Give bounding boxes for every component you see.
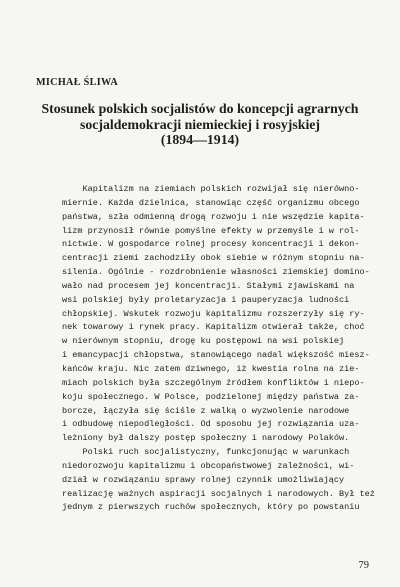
text-line: miach polskich była szczególnym źródłem konfliktów i niepo- — [62, 377, 365, 388]
text-line: kańców kraju. Nic zatem dziwnego, iż kwestia rolna na zie- — [62, 363, 360, 374]
text-line: nictwie. W gospodarce rolnej procesy koncentracji i dekon- — [62, 239, 360, 250]
text-line: i odbudowę niepodległości. Od sposobu jej rozwiązania uza- — [62, 419, 360, 430]
text-line: jednym z pierwszych ruchów społecznych, który po powstaniu — [62, 502, 360, 513]
text-line: silenia. Ogólnie - rozdrobnienie własności ziemskiej domino- — [62, 267, 370, 278]
text-line: lizm przynosił równie pomyślne efekty w przemyśle i w rol- — [62, 225, 360, 236]
text-line: centracji ziemi zachodziły obok siebie w różnym stopniu na- — [62, 253, 365, 264]
text-line: w nierównym stopniu, drogę ku postępowi na wsi polskiej — [62, 336, 345, 347]
text-line: Kapitalizm na ziemiach polskich rozwijał się nierówno- — [62, 184, 360, 194]
text-line: Polski ruch socjalistyczny, funkcjonując w warunkach — [62, 447, 350, 458]
text-line: nek towarowy i rynek pracy. Kapitalizm otwierał także, choć — [62, 322, 365, 333]
text-line: realizację ważnych aspiracji socjalnych i narodowych. Był też — [62, 488, 375, 499]
title-line: socjaldemokracji niemieckiej i rosyjskiej — [80, 116, 320, 132]
text-line: niedorozwoju kapitalizmu i obcopaństwowej zależności, wi- — [62, 460, 355, 471]
text-line: państwa, szła odmienną drogą rozwoju i nie wszędzie kapita- — [62, 211, 365, 222]
text-line: wsi polskiej były proletaryzacja i pauperyzacja ludności — [62, 294, 350, 305]
text-line: leżniony był dalszy postęp społeczny i narodowy Polaków. — [62, 433, 350, 444]
article-title — [20, 101, 380, 148]
text-line: borcze, łączyła się ściśle z walką o wyzwolenie narodowe — [62, 405, 350, 416]
title-line: Stosunek polskich socjalistów do koncepcji agrarnych — [41, 101, 359, 116]
author-name: MICHAŁ ŚLIWA — [36, 77, 118, 88]
text-line: chłopskiej. Wskutek rozwoju kapitalizmu rozszerzyły się ry- — [62, 308, 365, 319]
page-number: 79 — [358, 560, 369, 571]
text-line: i emancypacji chłopstwa, stanowiącego nadal większość miesz- — [62, 350, 370, 361]
text-line: koju społecznego. W Polsce, podzielonej między państwa za- — [62, 391, 360, 402]
text-line: miernie. Każda dzielnica, stanowiąc część organizmu obcego — [62, 197, 360, 208]
text-line: dział w rozwiązaniu sprawy rolnej czynnik umożliwiający — [62, 474, 345, 485]
title-dates: (1894—1914) — [160, 132, 240, 147]
text-line: wało nad procesem jej koncentracji. Stałymi zjawiskami na — [62, 280, 355, 291]
body-text — [62, 183, 375, 515]
